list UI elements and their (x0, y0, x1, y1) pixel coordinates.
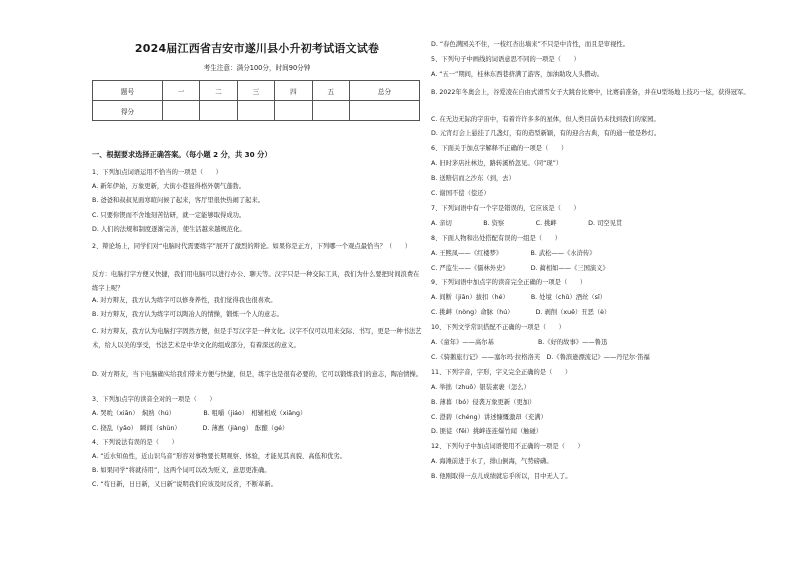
question-line-right: C. 澄碧（chéng）讲述慷慨激昂（充满） (431, 413, 547, 421)
question-line-left: 1、下列加点词语运用不恰当的一项是（ ） (92, 169, 222, 176)
question-line-left: D. 对方辩友，当下电脑确实给我们带来方便与快捷，但是，练字也是很有必要的，它可以锻炼我们的意志，陶冶情操。 (92, 370, 422, 378)
question-line-left: A. 新年伊始，万象更新，大街小巷显得格外朝气蓬勃。 (92, 183, 246, 191)
score-header-cell: 二 (200, 81, 237, 101)
question-line-right: A. 亲切 B. 资察 C. 挑衅 D. 司空见贯 (431, 219, 623, 227)
score-table (92, 80, 420, 121)
question-line-left: A. 哭吮（xiān） 焖熟（hú） B. 咀嚼（jiáo） 相辅相成（xiāng） (92, 410, 307, 418)
question-line-right: B. 送赔信而之沙东（到，去） (431, 175, 515, 183)
score-header-cell: 五 (312, 81, 349, 101)
score-value-row (93, 101, 420, 121)
question-line-left: A. 对方辩友，我方认为练字可以修身养性，我们觉得我也很喜欢。 (92, 296, 277, 304)
question-line-right: D. 元宵灯会上悬挂了几盏灯，有的造型新颖，有的迎合古典，有的通一般是秒灯。 (431, 130, 661, 138)
question-line-right: D. 匪徒（fěi）挑衅连连爆竹闻（触碰） (431, 428, 543, 436)
question-line-right: B. 他刚取得一点儿成绩就忘乎所以，目中无人了。 (431, 473, 572, 481)
question-line-left: C. 对方辩友，我方认为电脑打字固然方便，但是手写汉字是一种文化。汉字不仅可以用来交际、书写，更是一种书法艺术，给人以美的享受，书法艺术是中华文化的组成部分，有着深远的意义。 (92, 328, 422, 349)
question-line-right: A.《童年》——高尔基 B.《好的故事》——鲁迅 (431, 339, 608, 346)
score-header-row (93, 81, 420, 101)
question-line-right: B. 2022年冬奥会上，谷爱凌在自由式滑雪女子大跳台比赛中，比赛前准备，并在U型场地上技巧一炫，获得冠军。 (431, 88, 750, 96)
score-header-cell: 题号 (93, 81, 163, 101)
score-cell (275, 101, 312, 121)
question-line-right: C. 挑衅（nòng）命脉（hú） D. 剥削（xuē）丑恶（è） (431, 309, 611, 317)
question-line-left: 4、下列说法有误的是（ ） (92, 438, 178, 446)
question-line-left: C. 只要你锲而不舍地刻苦钻研，就一定能够取得成功。 (92, 211, 246, 219)
question-line-left: 2、辩论场上，同学们对“电脑时代需要练字”展开了激烈的辩论。如果你是正方，下列哪一个观点最恰当？（ ） (92, 243, 412, 250)
score-header-cell: 一 (162, 81, 199, 101)
score-cell (312, 101, 349, 121)
question-line-right: A. 旧时茅店社林边，路转溪桥忽见。（同“现”） (431, 160, 563, 168)
question-line-right: 6、下面关于加点字解释不正确的一项是（ ） (431, 145, 568, 153)
question-line-right: A. 举拙（zhuō）银装素裹（怎么） (431, 383, 530, 391)
score-header-cell: 总分 (350, 81, 420, 101)
question-line-left: C. “苟日新，日日新，又日新”说明我们应该及时反省，不断革新。 (92, 481, 277, 489)
question-line-right: B. 薄暮（bó）侵袭万象更新（更加） (431, 398, 536, 406)
question-line-right: 11、下列字音，字形，字义完全正确的是（ ） (431, 368, 572, 376)
score-cell (200, 101, 237, 121)
score-cell (162, 101, 199, 121)
question-line-left: B. 爸爸和叔叔见面寒暄问候了起来，客厅里很快热闹了起来。 (92, 197, 265, 205)
question-line-right: 5、下列句子中画线的词语意思不同的一项是（ ） (431, 55, 580, 63)
question-line-right: C. 谢国不偿（偿还） (431, 190, 490, 197)
question-line-right: C. 在无边无际的宇宙中，有着许许多多的星体，但人类目前仍未找到我们的家园。 (431, 115, 660, 123)
question-line-left: 3、下列加点字的读音全对的一项是（ ） (92, 396, 216, 404)
question-line-left: B. 如果同学“将就待用”，这两个词可以改为贬义，意思更准确。 (92, 467, 271, 475)
score-cell (237, 101, 274, 121)
question-line-right: 9、下列词语中加点字的读音完全正确的一项是（ ） (431, 279, 587, 287)
question-line-right: 7、下列词语中有一个字是错误的，它应该是（ ） (431, 204, 580, 212)
question-line-right: A. 王熙凤——《红楼梦》 B. 武松——《水浒传》 (431, 249, 596, 257)
exam-title: 2024届江西省吉安市遂川县小升初考试语文试卷 (134, 42, 380, 55)
score-header-cell: 四 (275, 81, 312, 101)
section-heading: 一、根据要求选择正确答案。（每小题 2 分，共 30 分） (92, 150, 272, 159)
question-line-left: D. 人们的法规和制度逐渐完善，使生活越来越规范化。 (92, 225, 246, 233)
question-line-left: A. “近水知鱼性，近山识鸟音”形容对事物要长期观察、体验，才能见其真貌、高低和优劣。 (92, 453, 347, 460)
score-header-cell: 三 (237, 81, 274, 101)
exam-notice: 考生注意：满分100分，时间90分钟 (203, 64, 311, 72)
score-row-label: 得分 (93, 101, 163, 121)
question-line-right: A. 间断（jiān）拔扣（hé） B. 处境（chǔ）酒丝（sī） (431, 294, 606, 302)
question-line-right: D. “春色满园关不住，一枝红杏出墙来”不只是中肯性，而且是审视性。 (431, 41, 629, 48)
question-line-left: B. 对方辩友，我方认为练字可以陶冶人的情操，锻炼一个人的意志。 (92, 311, 283, 318)
question-line-right: 12、下列句子中加点词语使用不正确的一项是（ ） (431, 443, 584, 451)
question-line-left: 反方：电脑打字方便又快捷，我们用电脑可以进行办公、聊天等。汉字只是一种交际工具，我们为什么要把时间浪费在练字上呢？ (92, 271, 420, 292)
question-line-right: 8、下面人物和出处搭配有误的一组是（ ） (431, 234, 561, 242)
question-line-left: C. 挠乱（yǎo） 瞬间（shùn） D. 薄惠（jiàng） 酝酿（gé） (92, 424, 289, 432)
question-line-right: A. “五一”期间，桂林东西巷挤满了游客，加油助攻人头攒动。 (431, 70, 604, 78)
question-line-right: 10、下列文学常识搭配不正确的一项是（ ） (431, 324, 565, 332)
question-line-right: A. 海滩前进于水了，排山倒海，气势磅礴。 (431, 458, 553, 466)
question-line-right: C. 严监生——《儒林外史》 D. 蔺相如——《三国演义》 (431, 264, 609, 272)
question-line-right: C.《骑鹅旅行记》——塞尔玛·拉格洛芙 D.《鲁滨逊漂流记》——丹尼尔·笛福 (431, 353, 650, 361)
score-cell (350, 101, 420, 121)
